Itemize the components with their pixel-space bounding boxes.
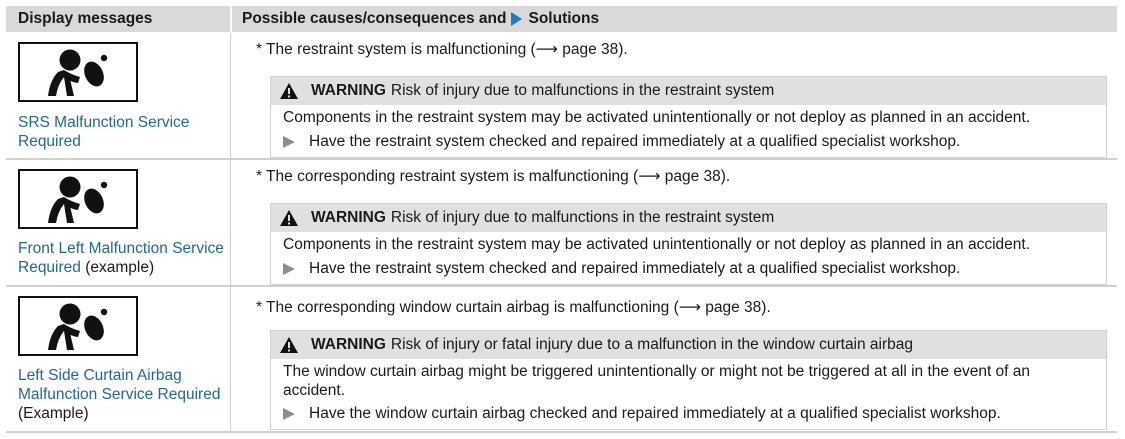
warning-header: [271, 204, 1106, 232]
table-row: [6, 287, 1117, 433]
display-message-text: SRS Malfunction Service Required: [18, 114, 190, 150]
cause-text: * The restraint system is malfunctioning (⟶ page 38).: [256, 41, 628, 58]
warning-title: Risk of injury or fatal injury due to a malfunction in the window curtain airbag: [390, 336, 914, 353]
table-row: [6, 33, 1117, 158]
solution-step: Have the window curtain airbag checked and repaired immediately at a qualified specialist workshop.: [271, 400, 1106, 429]
warning-triangle-icon: [279, 336, 299, 354]
warning-label: WARNING: [311, 336, 386, 353]
airbag-warning-icon: [18, 169, 138, 229]
warning-box: [270, 76, 1107, 158]
step-arrow-icon: [283, 136, 295, 148]
table-row: [6, 160, 1117, 285]
header-display-messages: Display messages: [18, 10, 153, 27]
step-arrow-icon: [283, 408, 295, 420]
display-message-text: Front Left Malfunction Service Required (example): [18, 240, 224, 276]
airbag-warning-icon: [18, 42, 138, 102]
airbag-warning-icon: [18, 296, 138, 356]
solution-step: Have the restraint system checked and repaired immediately at a qualified specialist workshop.: [271, 128, 1106, 157]
warning-label: WARNING: [311, 209, 386, 226]
warning-title: Risk of injury due to malfunctions in the restraint system: [390, 209, 775, 226]
solution-arrow-icon: [511, 12, 522, 26]
warning-box: [270, 203, 1107, 285]
cause-text: * The corresponding restraint system is malfunctioning (⟶ page 38).: [256, 168, 731, 185]
warning-header: [271, 77, 1106, 105]
display-message-cell: [6, 33, 231, 158]
display-message-text: Left Side Curtain Airbag Malfunction Service Required (Example): [18, 367, 221, 422]
warning-triangle-icon: [279, 209, 299, 227]
table-header: [6, 6, 1117, 32]
solution-step: Have the restraint system checked and repaired immediately at a qualified specialist workshop.: [271, 255, 1106, 284]
header-causes-solutions: Possible causes/consequences and Solutions: [242, 10, 600, 27]
warning-text: Components in the restraint system may be activated unintentionally or not deploy as planned in an accident.: [283, 236, 1031, 253]
warning-triangle-icon: [279, 82, 299, 100]
warning-header: [271, 331, 1106, 359]
display-message-cell: [6, 160, 231, 285]
warning-box: [270, 330, 1107, 430]
header-divider: [230, 6, 232, 32]
display-messages-table: [6, 6, 1117, 433]
warning-text: Components in the restraint system may be activated unintentionally or not deploy as planned in an accident.: [283, 109, 1031, 126]
table-bottom-border: [6, 431, 1117, 433]
cause-text: * The corresponding window curtain airbag is malfunctioning (⟶ page 38).: [256, 299, 771, 316]
warning-text: The window curtain airbag might be triggered unintentionally or might not be triggered at all in the event of an accident.: [283, 363, 1031, 399]
warning-title: Risk of injury due to malfunctions in the restraint system: [390, 82, 775, 99]
step-arrow-icon: [283, 263, 295, 275]
display-message-cell: [6, 287, 231, 433]
warning-label: WARNING: [311, 82, 386, 99]
